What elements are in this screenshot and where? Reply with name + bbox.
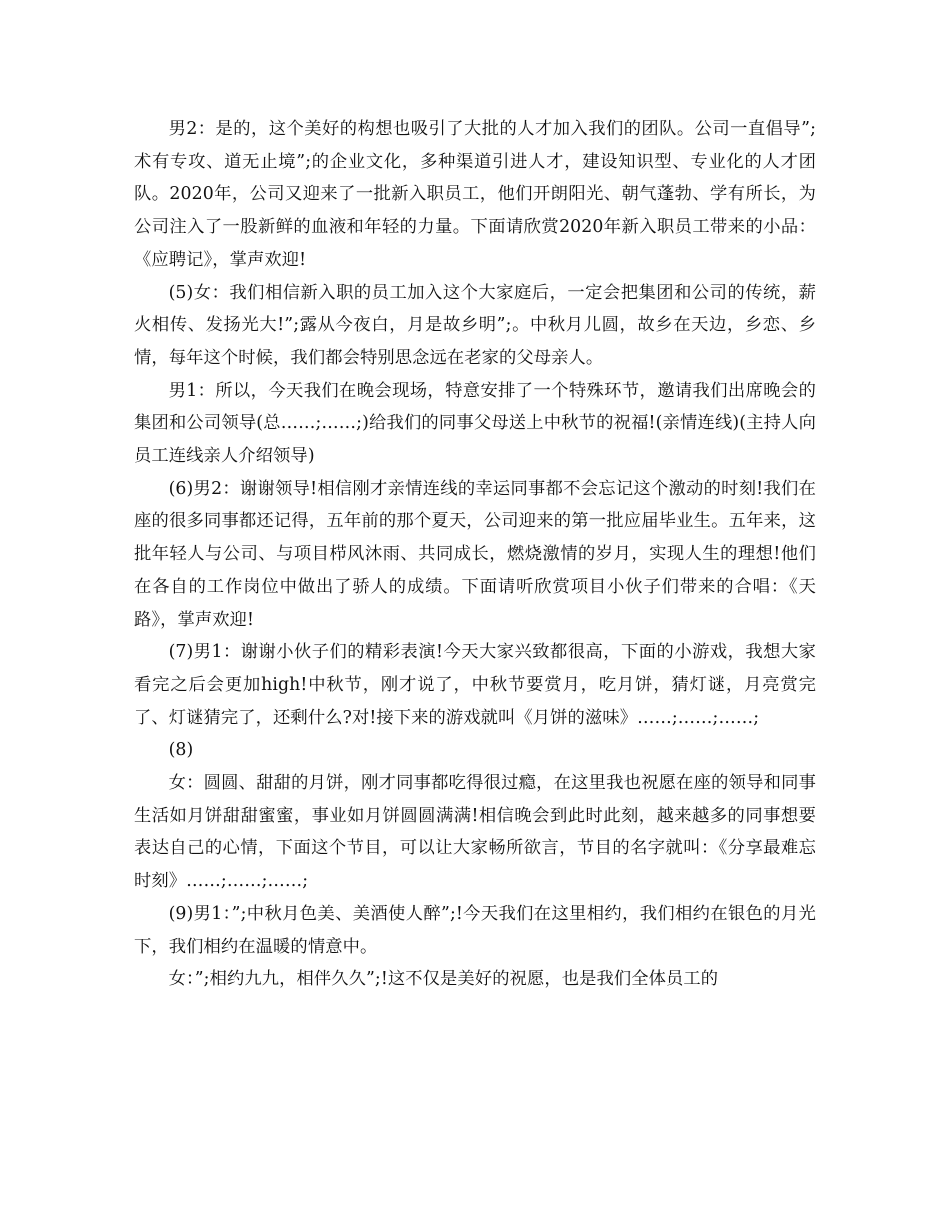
paragraph-2: (5)女：我们相信新入职的员工加入这个大家庭后，一定会把集团和公司的传统，薪火相传、发扬光大!”;露从今夜白，月是故乡明”;。中秋月儿圆，故乡在天边，乡恋、乡情，每年这个时候，我们都会特别思念远在老家的父母亲人。 [134, 282, 816, 368]
paragraph-4: (6)男2：谢谢领导!相信刚才亲情连线的幸运同事都不会忘记这个激动的时刻!我们在座的很多同事都还记得，五年前的那个夏天，公司迎来的第一批应届毕业生。五年来，这批年轻人与公司、与项目栉风沐雨、共同成长，燃烧激情的岁月，实现人生的理想!他们在各自的工作岗位中做出了骄人的成绩。下面请听欣赏项目小伙子们带来的合唱：《天路》，掌声欢迎! [134, 478, 816, 630]
paragraph-8: (9)男1：”;中秋月色美、美酒使人醉”;!今天我们在这里相约，我们相约在银色的月光下，我们相约在温暖的情意中。 [134, 903, 816, 957]
paragraph-9: 女：”;相约九九，相伴久久”;!这不仅是美好的祝愿，也是我们全体员工的 [168, 969, 719, 990]
paragraph-3: 男1：所以，今天我们在晚会现场，特意安排了一个特殊环节，邀请我们出席晚会的集团和公司领导(总……;……;)给我们的同事父母送上中秋节的祝福!(亲情连线)(主持人向员工连线亲人介绍领导) [134, 380, 816, 467]
paragraph-1: 男2：是的，这个美好的构想也吸引了大批的人才加入我们的团队。公司一直倡导”;术有专攻、道无止境”;的企业文化，多种渠道引进人才，建设知识型、专业化的人才团队。2020年，公司又迎来了一批新入职员工，他们开朗阳光、朝气蓬勃、学有所长，为公司注入了一股新鲜的血液和年轻的力量。下面请欣赏2020年新入职员工带来的小品：《应聘记》，掌声欢迎! [134, 119, 816, 270]
paragraph-6: (8) [168, 740, 194, 761]
document-page [134, 113, 816, 996]
paragraph-5: (7)男1：谢谢小伙子们的精彩表演!今天大家兴致都很高，下面的小游戏，我想大家看完之后会更加high!中秋节，刚才说了，中秋节要赏月，吃月饼，猜灯谜，月亮赏完了、灯谜猜完了，还剩什么?对!接下来的游戏就叫《月饼的滋味》……;……;……; [134, 642, 816, 728]
paragraph-7: 女：圆圆、甜甜的月饼，刚才同事都吃得很过瘾，在这里我也祝愿在座的领导和同事生活如月饼甜甜蜜蜜，事业如月饼圆圆满满!相信晚会到此时此刻，越来越多的同事想要表达自己的心情，下面这个节目，可以让大家畅所欲言，节目的名字就叫：《分享最难忘时刻》……;……;……; [134, 773, 816, 892]
